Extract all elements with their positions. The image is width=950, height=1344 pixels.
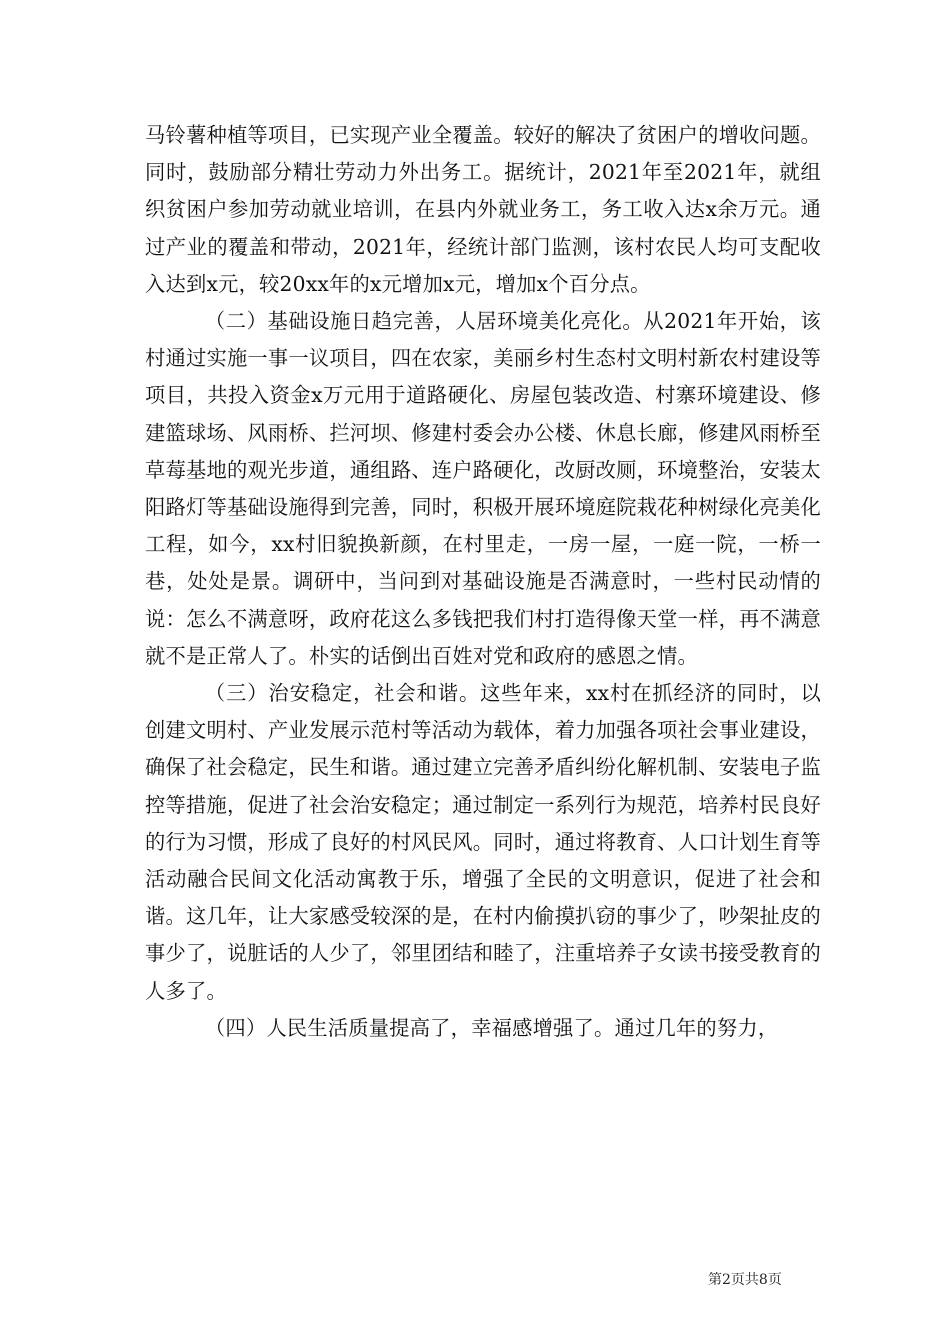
paragraph-income: 马铃薯种植等项目，已实现产业全覆盖。较好的解决了贫困户的增收问题。同时，鼓励部分精壮劳动力外出务工。据统计，2021年至2021年，就组织贫困户参加劳动就业培训，在县内外就业务工，务工收入达x余万元。通过产业的覆盖和带动，2021年，经统计部门监测，该村农民人均可支配收入达到x元，较20xx年的x元增加x元，增加x个百分点。 [145,123,821,296]
document-body [145,117,821,1047]
paragraph-living-quality: （四）人民生活质量提高了，幸福感增强了。通过几年的努力， [204,1015,779,1040]
page-number: 第2页共8页 [708,1272,782,1288]
paragraph-security: （三）治安稳定，社会和谐。这些年来，xx村在抓经济的同时，以创建文明村、产业发展示范村等活动为载体，着力加强各项社会事业建设，确保了社会稳定，民生和谐。通过建立完善矛盾纠纷化解机制、安装电子监控等措施，促进了社会治安稳定；通过制定一系列行为规范，培养村民良好的行为习惯，形成了良好的村风民风。同时，通过将教育、人口计划生育等活动融合民间文化活动寓教于乐，增强了全民的文明意识，促进了社会和谐。这几年，让大家感受较深的是，在村内偷摸扒窃的事少了，吵架扯皮的事少了，说脏话的人少了，邻里团结和睦了，注重培养子女读书接受教育的人多了。 [145,681,821,1003]
paragraph-infrastructure: （二）基础设施日趋完善，人居环境美化亮化。从2021年开始，该村通过实施一事一议项目，四在农家，美丽乡村生态村文明村新农村建设等项目，共投入资金x万元用于道路硬化、房屋包装改造、村寨环境建设、修建篮球场、风雨桥、拦河坝、修建村委会办公楼、休息长廊，修建风雨桥至草莓基地的观光步道，通组路、连户路硬化，改厨改厕，环境整治，安装太阳路灯等基础设施得到完善，同时，积极开展环境庭院栽花种树绿化亮美化工程，如今，xx村旧貌换新颜，在村里走，一房一屋，一庭一院，一桥一巷，处处是景。调研中，当问到对基础设施是否满意时，一些村民动情的说：怎么不满意呀，政府花这么多钱把我们村打造得像天堂一样，再不满意就不是正常人了。朴实的话倒出百姓对党和政府的感恩之情。 [145,309,821,668]
